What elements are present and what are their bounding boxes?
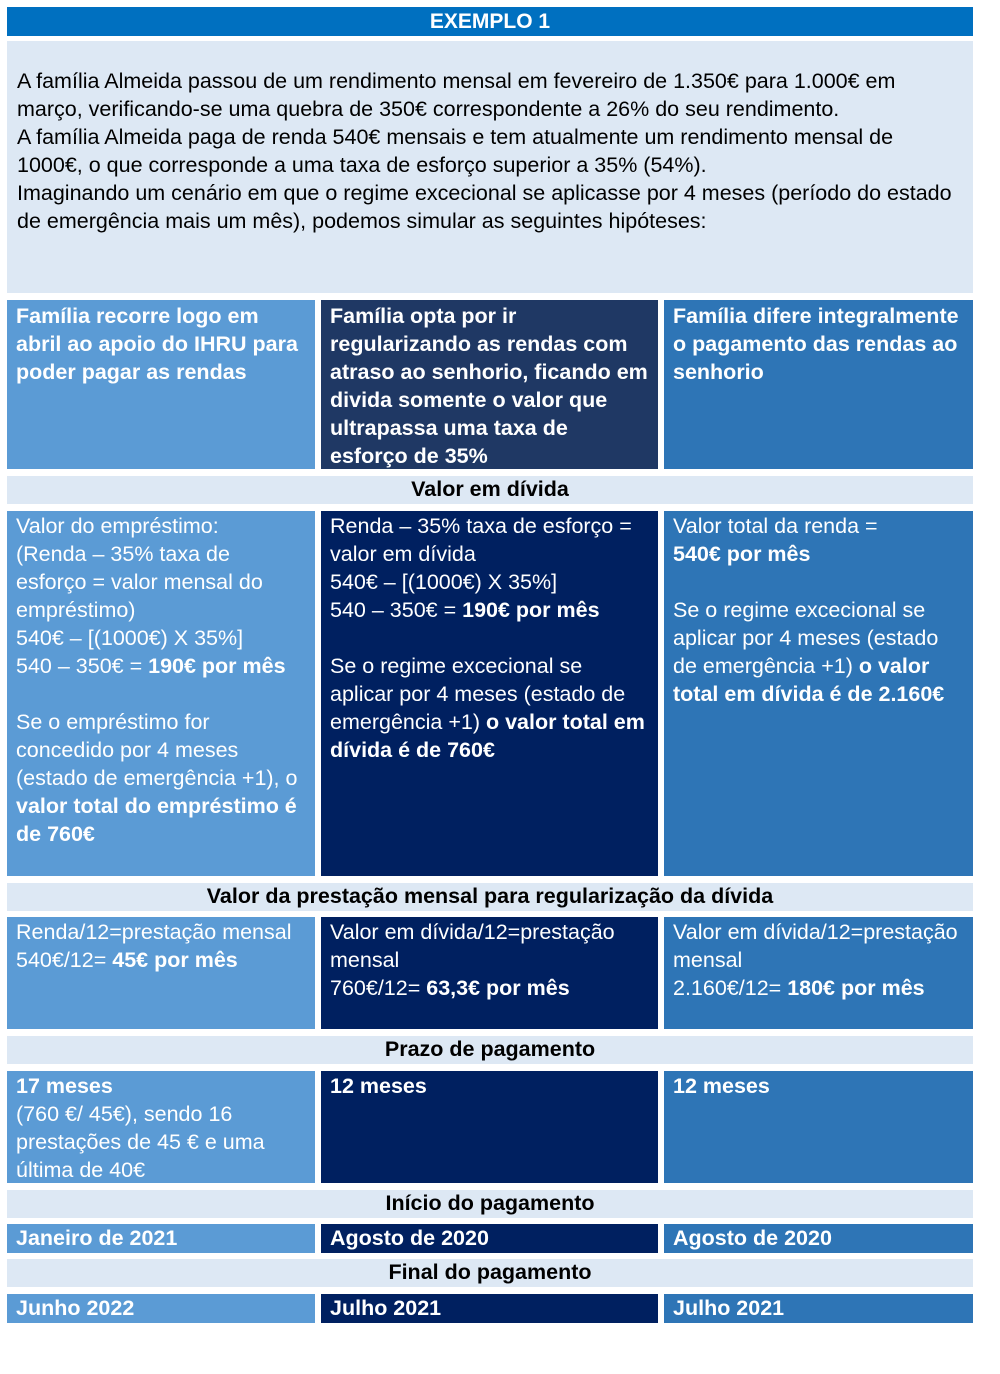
installment-cell-3 (664, 917, 973, 1029)
debt-c1-line5: Se o empréstimo for concedido por 4 meses (estado de emergência +1), o valor total do empréstimo é de 760€ (16, 710, 298, 846)
installment-c3-line2: 2.160€/12= 180€ por mês (673, 976, 925, 1000)
debt-c3-line1: Valor total da renda = (673, 514, 878, 538)
intro-paragraph-1: A família Almeida passou de um rendimento mensal em fevereiro de 1.350€ para 1.000€ em março, verificando-se uma quebra de 350€ correspondente a 26% do seu rendimento. (17, 69, 896, 121)
debt-c2-line3: 540 – 350€ = 190€ por mês (330, 598, 600, 622)
installment-c1-line2: 540€/12= 45€ por mês (16, 948, 238, 972)
installment-c3-line1: Valor em dívida/12=prestação mensal (673, 920, 958, 972)
debt-cell-2 (321, 511, 658, 876)
term-cell-2 (321, 1071, 658, 1183)
installment-c1-line1: Renda/12=prestação mensal (16, 920, 292, 944)
debt-c3-line2: 540€ por mês (673, 542, 811, 566)
debt-c2-line1: Renda – 35% taxa de esforço = valor em dívida (330, 514, 632, 566)
term-cell-3 (664, 1071, 973, 1183)
debt-cell-3 (664, 511, 973, 876)
installment-cell-1 (7, 917, 315, 1029)
debt-c2-line2: 540€ – [(1000€) X 35%] (330, 570, 558, 594)
end-cell-1: Junho 2022 (7, 1294, 315, 1323)
section-end-title: Final do pagamento (7, 1259, 973, 1287)
term-c2-line1: 12 meses (330, 1074, 427, 1098)
term-c3-line1: 12 meses (673, 1074, 770, 1098)
column-header-1-text: Família recorre logo em abril ao apoio do IHRU para poder pagar as rendas (16, 304, 298, 384)
intro-paragraph-3: Imaginando um cenário em que o regime excecional se aplicasse por 4 meses (período do estado de emergência mais um mês), podemos simular as seguintes hipóteses: (17, 181, 952, 233)
installment-c2-line1: Valor em dívida/12=prestação mensal (330, 920, 615, 972)
start-cell-2: Agosto de 2020 (321, 1224, 658, 1253)
section-start-title: Início do pagamento (7, 1190, 973, 1218)
column-header-1 (7, 300, 315, 469)
section-term-title: Prazo de pagamento (7, 1036, 973, 1064)
end-cell-3: Julho 2021 (664, 1294, 973, 1323)
term-cell-1 (7, 1071, 315, 1183)
start-cell-3: Agosto de 2020 (664, 1224, 973, 1253)
column-header-2 (321, 300, 658, 469)
intro-box (7, 41, 973, 293)
debt-c3-line3: Se o regime excecional se aplicar por 4 meses (estado de emergência +1) o valor total em dívida é de 2.160€ (673, 598, 945, 706)
section-installment-title: Valor da prestação mensal para regularização da dívida (7, 883, 973, 911)
debt-c1-line1: Valor do empréstimo: (16, 514, 219, 538)
example-title: EXEMPLO 1 (7, 7, 973, 36)
debt-c1-line2: (Renda – 35% taxa de esforço = valor mensal do empréstimo) (16, 542, 263, 622)
column-header-3 (664, 300, 973, 469)
debt-cell-1 (7, 511, 315, 876)
term-c1-line1: 17 meses (16, 1074, 113, 1098)
column-header-2-text: Família opta por ir regularizando as rendas com atraso ao senhorio, ficando em divida somente o valor que ultrapassa uma taxa de esforço de 35% (330, 304, 648, 468)
intro-paragraph-2: A família Almeida paga de renda 540€ mensais e tem atualmente um rendimento mensal de 1000€, o que corresponde a uma taxa de esforço superior a 35% (54%). (17, 125, 894, 177)
debt-c2-line4: Se o regime excecional se aplicar por 4 meses (estado de emergência +1) o valor total em dívida é de 760€ (330, 654, 645, 762)
column-header-3-text: Família difere integralmente o pagamento das rendas ao senhorio (673, 304, 959, 384)
term-c1-line2: (760 €/ 45€), sendo 16 prestações de 45 € e uma última de 40€ (16, 1102, 265, 1182)
debt-c1-line3: 540€ – [(1000€) X 35%] (16, 626, 244, 650)
installment-c2-line2: 760€/12= 63,3€ por mês (330, 976, 570, 1000)
installment-cell-2 (321, 917, 658, 1029)
section-debt-title: Valor em dívida (7, 476, 973, 504)
debt-c1-line4: 540 – 350€ = 190€ por mês (16, 654, 286, 678)
start-cell-1: Janeiro de 2021 (7, 1224, 315, 1253)
end-cell-2: Julho 2021 (321, 1294, 658, 1323)
